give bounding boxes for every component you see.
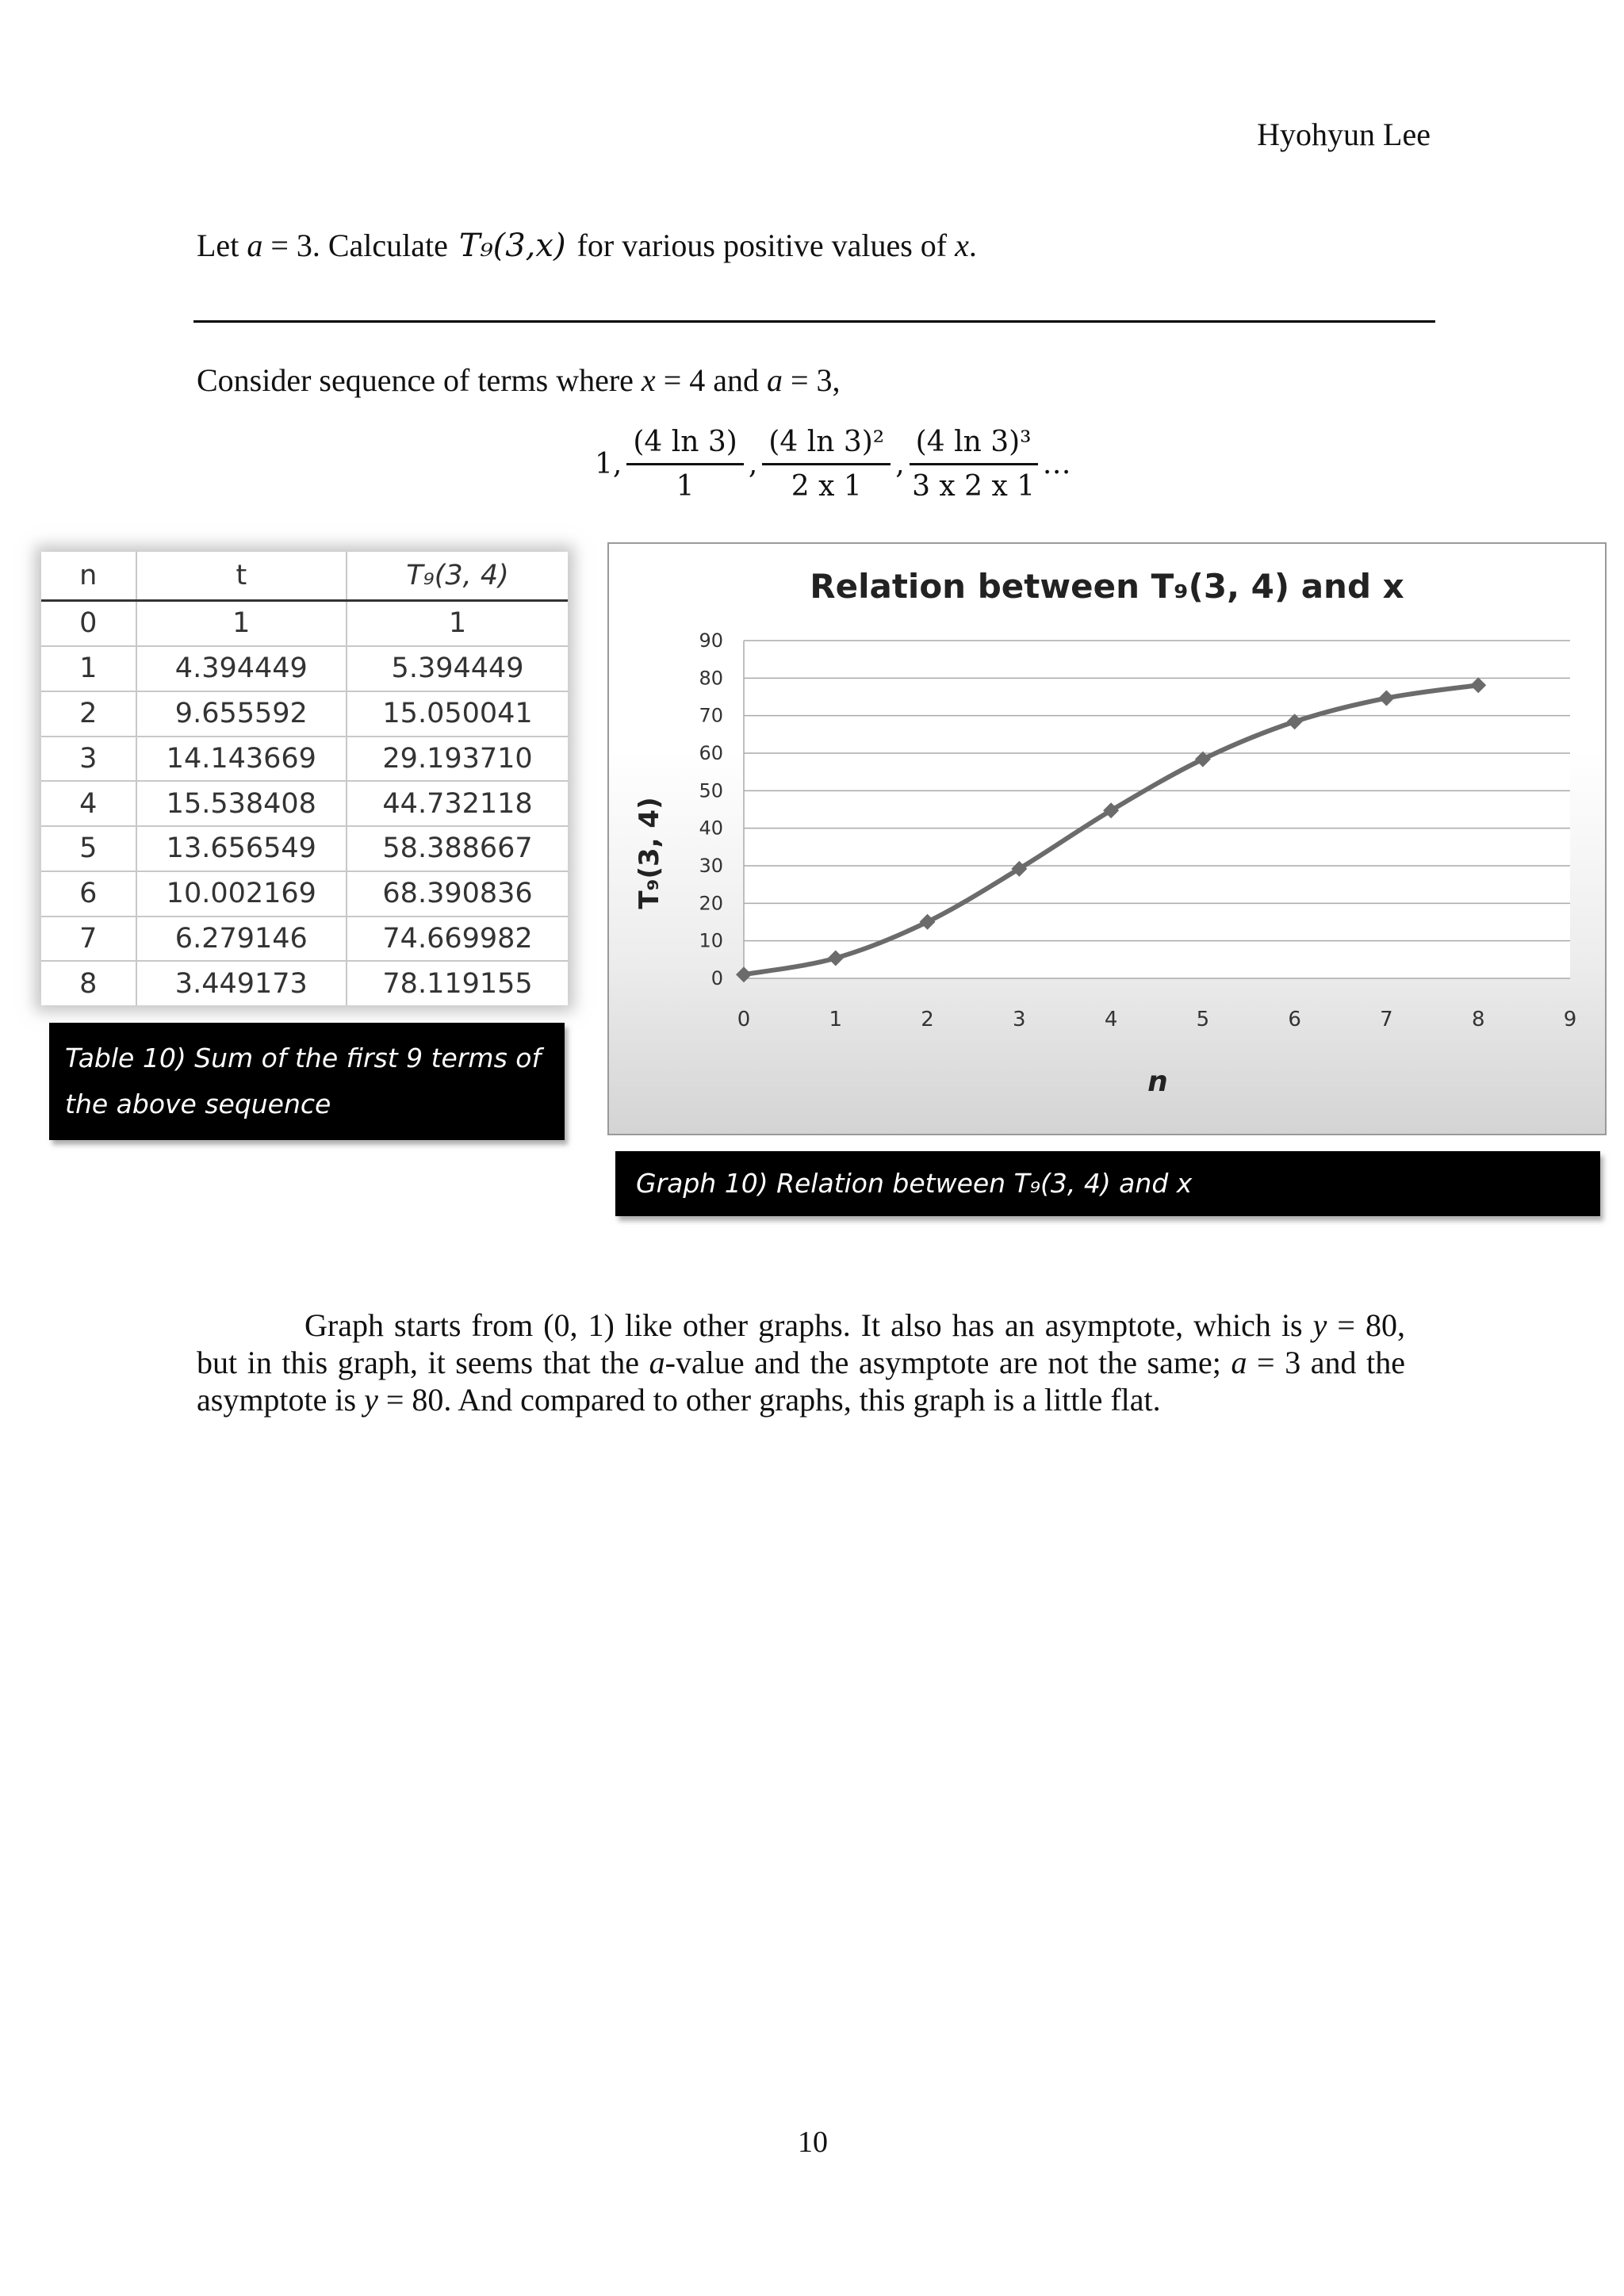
cell-t: 6.279146 — [136, 916, 347, 962]
consider-statement — [197, 362, 841, 399]
task-math: T₉(3,x) — [458, 228, 566, 264]
chart-title: Relation between T₉(3, 4) and x — [810, 567, 1404, 606]
cell-n: 6 — [41, 871, 136, 916]
table-row — [41, 691, 568, 737]
paragraph-text: = 3 and the asymptote is — [197, 1345, 1405, 1418]
x-tick-label: 4 — [1104, 1008, 1118, 1031]
cell-sum: 29.193710 — [347, 737, 568, 782]
sequence-ellipsis: … — [1042, 447, 1071, 480]
table-caption — [49, 1023, 565, 1140]
paragraph-y-variable: y — [1312, 1307, 1327, 1343]
y-tick-label: 90 — [699, 629, 723, 652]
cell-t: 4.394449 — [136, 646, 347, 691]
paragraph-y-variable: y — [364, 1382, 378, 1418]
table-header-row — [41, 552, 568, 601]
y-tick-label: 50 — [699, 779, 723, 802]
x-axis-label: n — [1147, 1066, 1168, 1098]
cell-n: 1 — [41, 646, 136, 691]
paragraph-text: = 80, but in this graph, it seems that the — [197, 1307, 1405, 1380]
sequence-term-2 — [762, 426, 891, 503]
column-header-sum: T₉(3, 4) — [347, 552, 568, 601]
x-tick-label: 8 — [1471, 1008, 1485, 1031]
sequence-first-term: 1, — [595, 447, 622, 480]
consider-text-1: Consider sequence of terms where — [197, 362, 642, 398]
paragraph-text: Graph starts from (0, 1) like other graphs. It also has an asymptote, which is — [304, 1307, 1313, 1343]
horizontal-rule — [193, 320, 1435, 323]
page-number: 10 — [798, 2126, 828, 2159]
table-caption-line-2: the above sequence — [65, 1089, 331, 1119]
x-tick-label: 9 — [1563, 1008, 1577, 1031]
cell-t: 13.656549 — [136, 826, 347, 871]
task-suffix: for various positive values of — [576, 228, 956, 263]
cell-sum: 15.050041 — [347, 691, 568, 737]
x-tick-label: 6 — [1288, 1008, 1301, 1031]
consider-a-variable: a — [767, 362, 783, 398]
cell-n: 8 — [41, 961, 136, 1005]
table-caption-line-1: Table 10) Sum of the first 9 terms of — [65, 1043, 542, 1073]
table-row — [41, 916, 568, 962]
cell-sum: 78.119155 — [347, 961, 568, 1005]
term-denominator: 2 x 1 — [791, 469, 862, 503]
cell-t: 3.449173 — [136, 961, 347, 1005]
cell-sum: 58.388667 — [347, 826, 568, 871]
consider-text-2: = 4 and — [655, 362, 767, 398]
y-tick-label: 70 — [699, 704, 723, 727]
paragraph-a-variable: a — [1231, 1345, 1247, 1380]
table-row — [41, 646, 568, 691]
sequence-comma: , — [748, 447, 758, 480]
cell-t: 15.538408 — [136, 781, 347, 826]
consider-x-variable: x — [641, 362, 656, 398]
line-chart — [609, 544, 1605, 1134]
cell-t: 14.143669 — [136, 737, 347, 782]
column-header-t: t — [136, 552, 347, 601]
y-tick-label: 60 — [699, 742, 723, 764]
analysis-paragraph — [197, 1307, 1405, 1418]
cell-t: 9.655592 — [136, 691, 347, 737]
consider-text-3: = 3, — [783, 362, 841, 398]
y-tick-label: 30 — [699, 855, 723, 877]
y-tick-label: 10 — [699, 929, 723, 952]
y-tick-label: 40 — [699, 817, 723, 840]
term-denominator: 1 — [676, 469, 695, 503]
task-statement — [197, 227, 977, 264]
sequence-formula — [593, 420, 1073, 507]
term-denominator: 3 x 2 x 1 — [912, 469, 1036, 503]
cell-n: 7 — [41, 916, 136, 962]
cell-n: 2 — [41, 691, 136, 737]
cell-t: 10.002169 — [136, 871, 347, 916]
chart-caption: Graph 10) Relation between T₉(3, 4) and x — [615, 1151, 1600, 1216]
x-tick-label: 1 — [829, 1008, 843, 1031]
cell-n: 5 — [41, 826, 136, 871]
y-tick-label: 0 — [710, 967, 723, 989]
x-tick-label: 7 — [1380, 1008, 1393, 1031]
task-x-variable: x — [955, 228, 969, 263]
cell-n: 3 — [41, 737, 136, 782]
sequence-comma: , — [895, 447, 905, 480]
data-table — [41, 552, 568, 1005]
table-row — [41, 781, 568, 826]
cell-sum: 44.732118 — [347, 781, 568, 826]
x-tick-label: 0 — [737, 1008, 751, 1031]
term-numerator: (4 ln 3)³ — [910, 426, 1038, 465]
cell-sum: 5.394449 — [347, 646, 568, 691]
cell-sum: 68.390836 — [347, 871, 568, 916]
author-name: Hyohyun Lee — [1257, 117, 1431, 152]
x-tick-label: 3 — [1013, 1008, 1026, 1031]
cell-n: 0 — [41, 601, 136, 646]
table-row — [41, 601, 568, 646]
cell-sum: 74.669982 — [347, 916, 568, 962]
y-axis-label: T₉(3, 4) — [634, 797, 665, 909]
cell-t: 1 — [136, 601, 347, 646]
table-row — [41, 961, 568, 1005]
x-tick-label: 5 — [1196, 1008, 1210, 1031]
x-tick-label: 2 — [921, 1008, 934, 1031]
paragraph-a-variable: a — [649, 1345, 665, 1380]
data-table-container — [41, 552, 568, 1005]
sequence-term-3 — [910, 426, 1038, 503]
table-row — [41, 737, 568, 782]
y-tick-label: 20 — [699, 892, 723, 915]
table-row — [41, 826, 568, 871]
sequence-term-1 — [626, 426, 743, 503]
chart-container — [607, 542, 1607, 1135]
table-row — [41, 871, 568, 916]
paragraph-text: -value and the asymptote are not the same; — [665, 1345, 1231, 1380]
task-a-variable: a — [247, 228, 263, 263]
cell-sum: 1 — [448, 607, 467, 640]
paragraph-text: = 80. And compared to other graphs, this graph is a little flat. — [377, 1382, 1161, 1418]
y-tick-label: 80 — [699, 667, 723, 690]
task-equals: = 3. Calculate — [262, 228, 448, 263]
cell-n: 4 — [41, 781, 136, 826]
column-header-n: n — [41, 552, 136, 601]
term-numerator: (4 ln 3)² — [762, 426, 891, 465]
task-prefix: Let — [197, 228, 247, 263]
task-end: . — [968, 228, 977, 263]
term-numerator: (4 ln 3) — [626, 426, 743, 465]
